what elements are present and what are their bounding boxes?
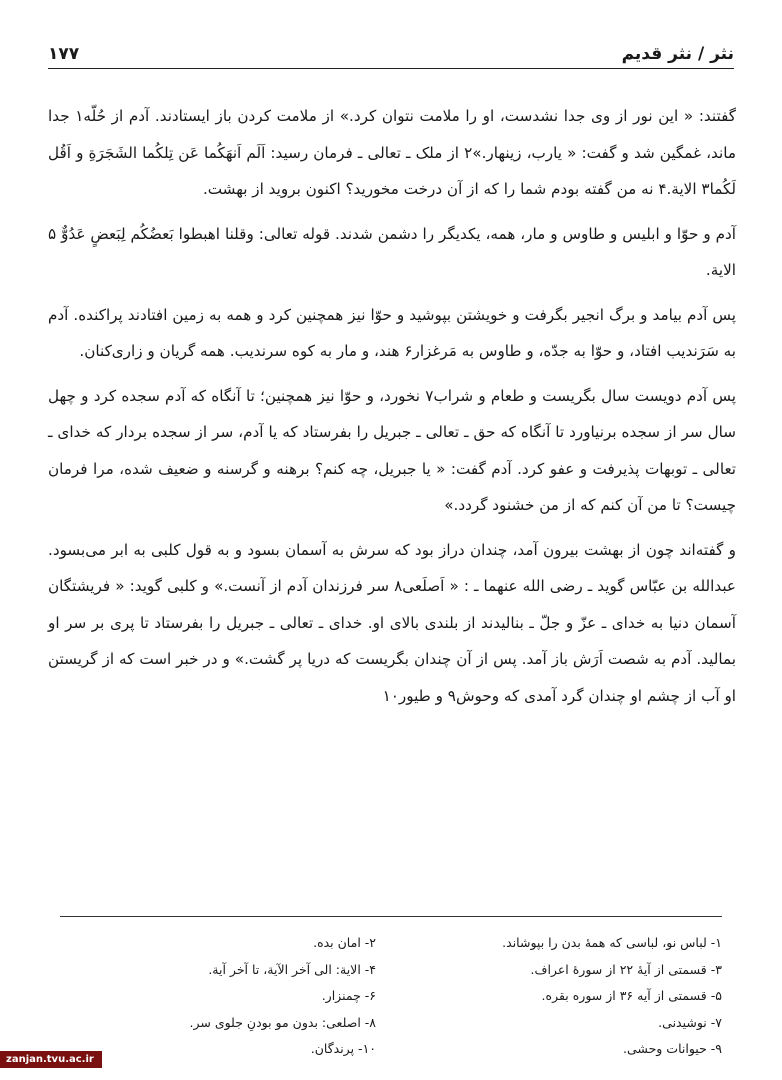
footnotes [60,930,722,1063]
footnote: ۸- اصلعی: بدون مو بودنِ جلوی سر. [189,1014,376,1030]
body-text [48,98,736,722]
page-header [48,30,734,69]
footnote: ۵- قسمتی از آیه ۳۶ از سوره بقره. [541,988,722,1003]
footnote: ۷- نوشیدنی. [658,1014,722,1030]
footnote: ۳- قسمتی از آیهٔ ۲۲ از سورهٔ اعراف. [530,961,722,977]
footnote: ۹- حیوانات وحشی. [623,1041,722,1056]
site-watermark: zanjan.tvu.ac.ir [0,1051,102,1068]
footnote-divider [60,916,722,917]
paragraph: پس آدم بیامد و برگ انجیر بگرفت و خویشتن بپوشید و حوّا نیز همچنین کرد و همه به زمین افتادند پراکنده. آدم به سَرَندیب افتاد، و حوّا به جدّه، و طاوس به مَرغزار۶ هند، و مار به کوه سرندیب. همه گریان و زاری‌کنان. [48,305,736,360]
footnote: ۱۰- پرندگان. [310,1041,376,1056]
page-number: ۱۷۷ [48,44,80,64]
paragraph: گفتند: « این نور از وی جدا نشدست، او را ملامت نتوان کرد.» از ملامت کردن باز ایستادند. آدم از حُلّه۱ جدا ماند، غمگین شد و گفت: « یارب، زینهار.»۲ از ملک ـ تعالی ـ فرمان رسید: اَلَم اَنهَکُما عَن تِلکُما الشَجَرَةِ و اَقُل لَکُما۳ الایة.۴ نه من گفته بودم شما را که از آن درخت مخورید؟ اکنون بروید از بهشت. [48,107,736,198]
paragraph: آدم و حوّا و ابلیس و طاوس و مار، همه، یکدیگر را دشمن شدند. قوله تعالی: وقلنا اهبطوا بَعضُکُم لِبَعضٍ عَدُوٌّ ۵ الایة. [48,224,736,279]
footnote: ۶- چمنزار. [321,988,376,1003]
running-title: نثر / نثر قدیم [621,44,734,64]
footnote: ۴- الایة: الی آخر الآیة، تا آخر آیة. [208,961,376,977]
footnote: ۲- امان بده. [313,935,376,950]
footnote: ۱- لباس نو، لباسی که همهٔ بدن را بپوشاند. [502,935,722,950]
paragraph: پس آدم دویست سال بگریست و طعام و شراب۷ نخورد، و حوّا نیز همچنین؛ تا آنگاه که آدم سجده کرد و چهل سال سر از سجده برنیاورد تا آنگاه که حق ـ تعالی ـ جبریل را بفرستاد که یا آدم، سر از سجده بردار که خدای ـ تعالی ـ توبهات پذیرفت و عفو کرد. آدم گفت: « یا جبریل، چه کنم؟ برهنه و گرسنه و ضعیف شده، مرا فرمان چیست؟ تا من آن کنم که از من خشنود گردد.» [48,386,736,514]
paragraph: و گفته‌اند چون از بهشت بیرون آمد، چندان دراز بود که سرش به آسمان بسود و به قول کلبی به ابر می‌بسود. عبدالله بن عبّاس گوید ـ رضی الله عنهما ـ : « اَصلَعی۸ سر فرزندان آدم از آنست.» و کلبی گوید: « فریشتگان آسمان دنیا به خدای ـ عزّ و جلّ ـ بنالیدند از بلندی بالای او. خدای ـ تعالی ـ جبریل را بفرستاد تا پری بر سر او بمالید. آدم به شصت اَرَش باز آمد. پس از آن چندان بگریست که دریا پر گشت.» و در خبر است که از گریستن او آب از چشم او چندان گرد آمدی که وحوش۹ و طیور۱۰ [48,540,736,705]
